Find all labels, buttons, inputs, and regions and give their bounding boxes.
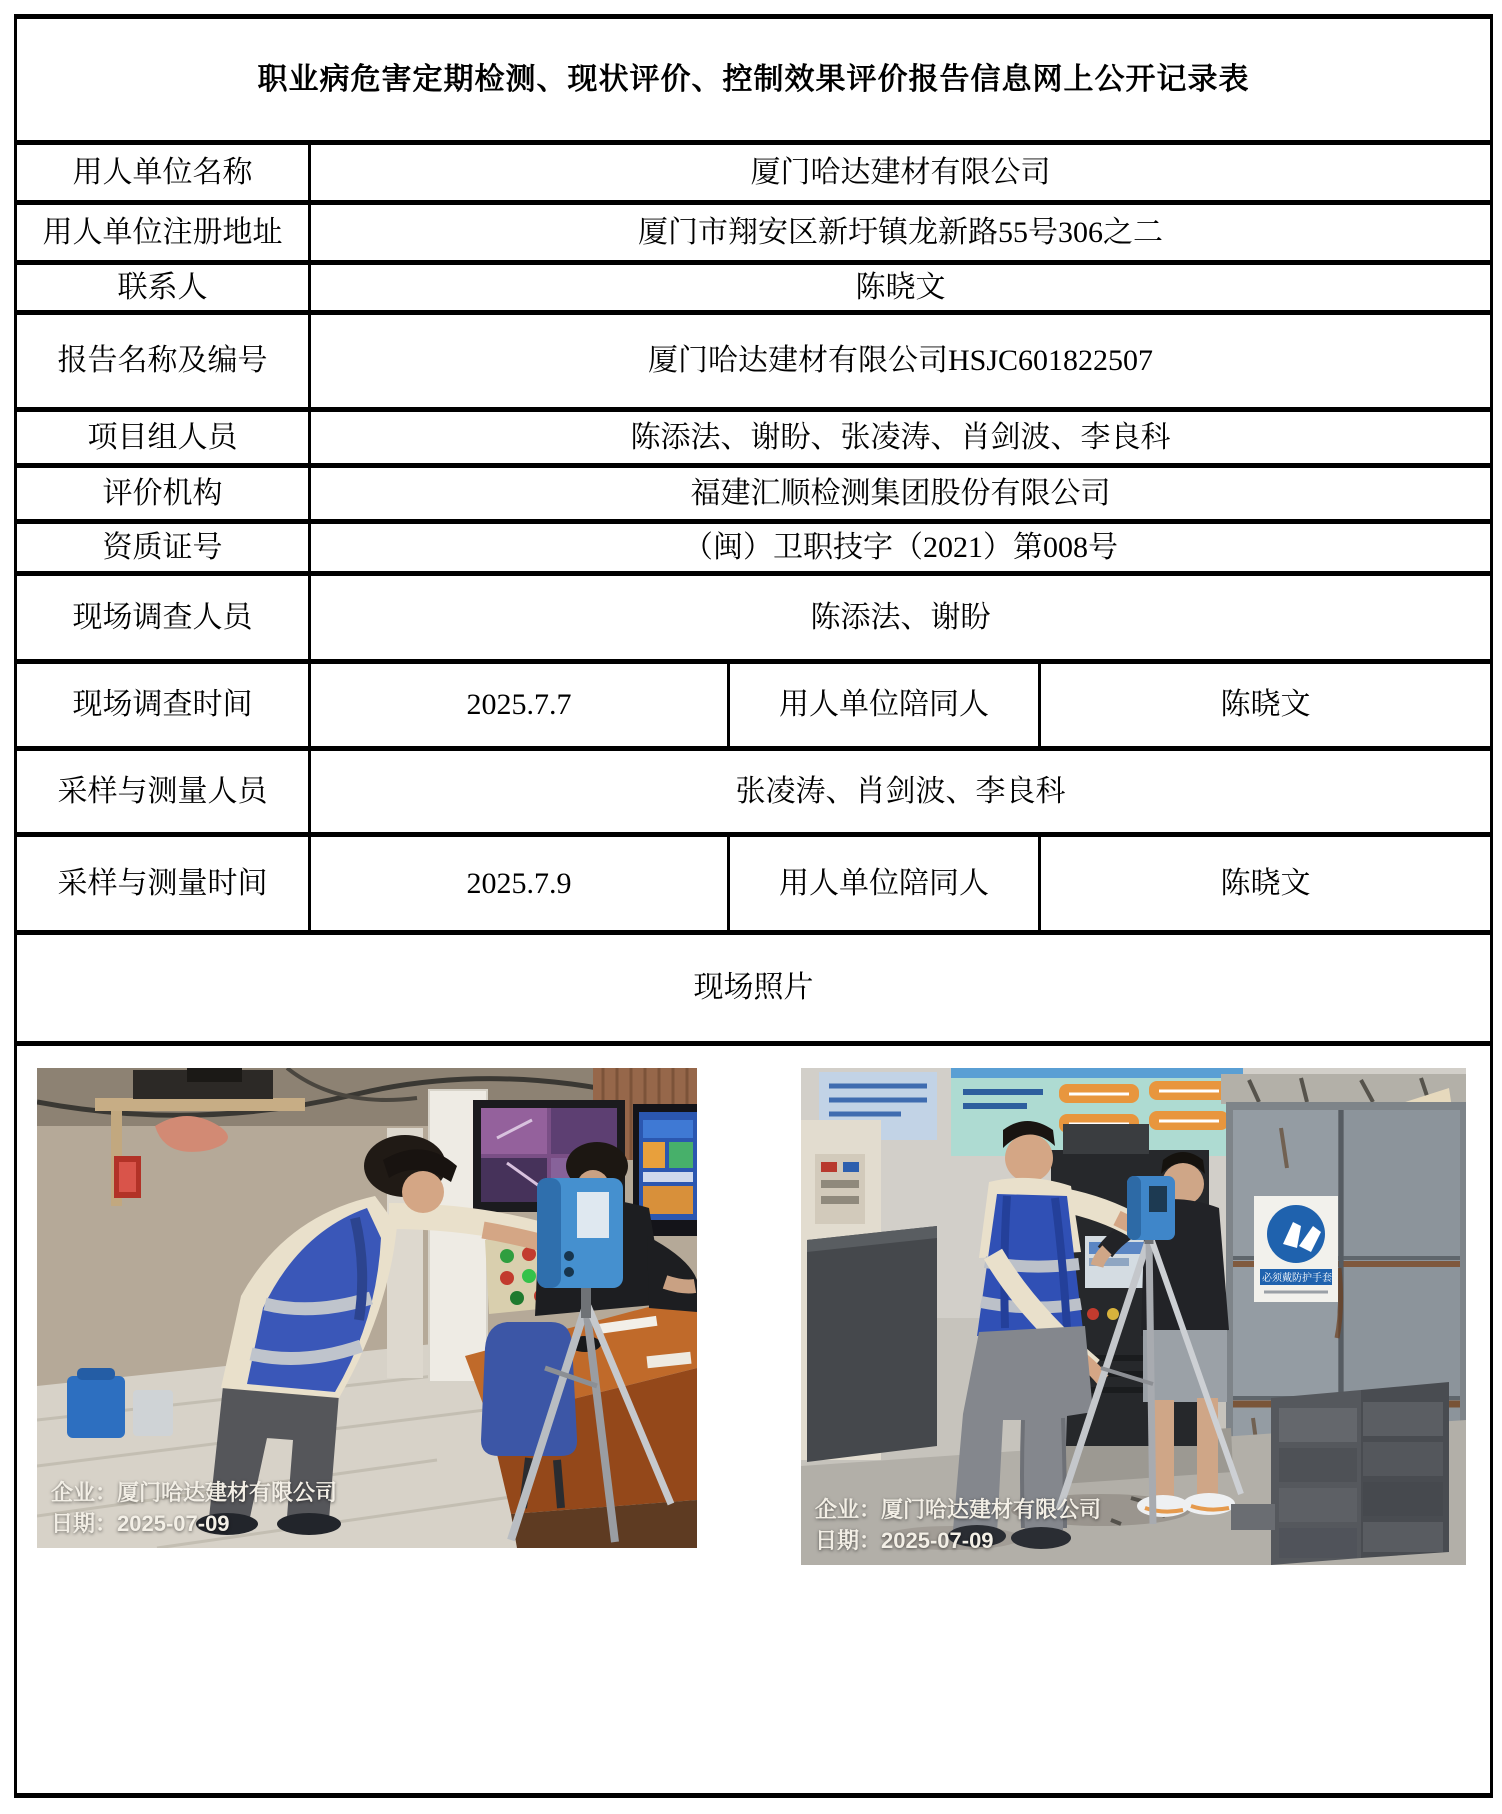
page-title: 职业病危害定期检测、现状评价、控制效果评价报告信息网上公开记录表 xyxy=(16,17,1492,143)
right-photo-scene xyxy=(801,1068,1466,1565)
report-table xyxy=(14,14,1493,1798)
label-sampling-time: 采样与测量时间 xyxy=(16,835,310,933)
label-report-name-number: 报告名称及编号 xyxy=(16,313,310,410)
left-photo-scene xyxy=(37,1068,697,1548)
watermark-date: 日期：2025-07-09 xyxy=(51,1511,230,1537)
label-evaluation-agency: 评价机构 xyxy=(16,466,310,522)
site-photos-cell xyxy=(16,1044,1492,1796)
value-registered-address: 厦门市翔安区新圩镇龙新路55号306之二 xyxy=(310,203,1492,263)
glove-sign-label: 必须戴防护手套 xyxy=(1262,1273,1332,1284)
value-employer-companion-2: 陈晓文 xyxy=(1040,835,1492,933)
value-evaluation-agency: 福建汇顺检测集团股份有限公司 xyxy=(310,466,1492,522)
site-photo-workshop xyxy=(801,1068,1466,1565)
value-report-name-number: 厦门哈达建材有限公司HSJC601822507 xyxy=(310,313,1492,410)
label-site-survey-personnel: 现场调查人员 xyxy=(16,574,310,662)
value-employer-name: 厦门哈达建材有限公司 xyxy=(310,143,1492,203)
photos-row xyxy=(17,1046,1490,1565)
value-sampling-personnel: 张凌涛、肖剑波、李良科 xyxy=(310,749,1492,835)
watermark-company: 企业：厦门哈达建材有限公司 xyxy=(815,1497,1102,1523)
label-contact-person: 联系人 xyxy=(16,263,310,313)
label-employer-companion-2: 用人单位陪同人 xyxy=(729,835,1040,933)
label-employer-companion-1: 用人单位陪同人 xyxy=(729,662,1040,749)
label-registered-address: 用人单位注册地址 xyxy=(16,203,310,263)
label-employer-name: 用人单位名称 xyxy=(16,143,310,203)
value-contact-person: 陈晓文 xyxy=(310,263,1492,313)
value-site-survey-personnel: 陈添法、谢盼 xyxy=(310,574,1492,662)
label-sampling-personnel: 采样与测量人员 xyxy=(16,749,310,835)
value-sampling-time: 2025.7.9 xyxy=(310,835,729,933)
value-employer-companion-1: 陈晓文 xyxy=(1040,662,1492,749)
label-site-survey-time: 现场调查时间 xyxy=(16,662,310,749)
site-photos-header: 现场照片 xyxy=(16,933,1492,1044)
value-qualification-number: （闽）卫职技字（2021）第008号 xyxy=(310,522,1492,574)
watermark-date: 日期：2025-07-09 xyxy=(815,1528,994,1554)
label-project-team: 项目组人员 xyxy=(16,410,310,466)
watermark-company: 企业：厦门哈达建材有限公司 xyxy=(51,1480,338,1506)
value-project-team: 陈添法、谢盼、张凌涛、肖剑波、李良科 xyxy=(310,410,1492,466)
value-site-survey-time: 2025.7.7 xyxy=(310,662,729,749)
site-photo-control-room xyxy=(37,1068,697,1548)
label-qualification-number: 资质证号 xyxy=(16,522,310,574)
